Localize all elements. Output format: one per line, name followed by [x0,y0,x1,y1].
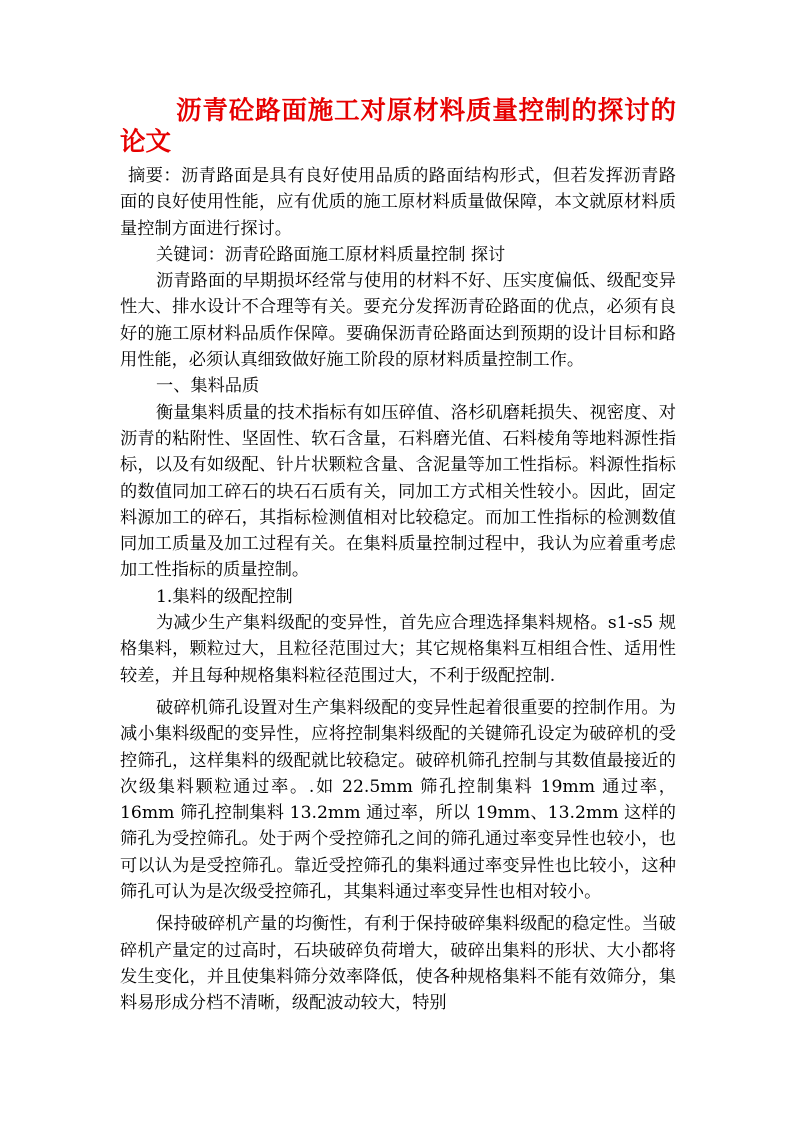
crusher-output-paragraph: 保持破碎机产量的均衡性，有利于保持破碎集料级配的稳定性。当破碎机产量定的过高时，石块破碎负荷增大，破碎出集料的形状、大小都将发生变化，并且使集料筛分效率降低，使各种规格集料不能有效筛分，集料易形成分档不清晰，级配波动较大，特别 [120,914,676,1014]
crusher-screen-paragraph: 破碎机筛孔设置对生产集料级配的变异性起着很重要的控制作用。为减小集料级配的变异性，应将控制集料级配的关键筛孔设定为破碎机的受控筛孔，这样集料的级配就比较稳定。破碎机筛孔控制与其数值最接近的次级集料颗粒通过率。.如 22.5mm 筛孔控制集料 19mm 通过率，16mm 筛孔控制集料 13.2mm 通过率，所以 19mm、13.2mm 这样的筛孔为受控筛孔。处于两个受控筛孔之间的筛孔通过率变异性也较小，也可以认为是受控筛孔。靠近受控筛孔的集料通过率变异性也比较小，这种筛孔可认为是次级受控筛孔，其集料通过率变异性也相对较小。 [120,697,676,903]
intro-paragraph: 沥青路面的早期损坏经常与使用的材料不好、压实度偏低、级配变异性大、排水设计不合理等有关。要充分发挥沥青砼路面的优点，必须有良好的施工原材料品质作保障。要确保沥青砼路面达到预期的设计目标和路用性能，必须认真细致做好施工阶段的原材料质量控制工作。 [120,271,676,371]
document-title: 沥青砼路面施工对原材料质量控制的探讨的论文 [120,96,676,157]
aggregate-indicators-paragraph: 衡量集料质量的技术指标有如压碎值、洛杉矶磨耗损失、视密度、对沥青的粘附性、坚固性、软石含量，石料磨光值、石料棱角等地料源性指标，以及有如级配、针片状颗粒含量、含泥量等加工性指标。料源性指标的数值同加工碎石的块石石质有关，同加工方式相关性较小。因此，固定料源加工的碎石，其指标检测值相对比较稳定。而加工性指标的检测数值同加工质量及加工过程有关。在集料质量控制过程中，我认为应着重考虑加工性指标的质量控制。 [120,402,676,581]
document-page [120,96,676,1017]
keywords-paragraph: 关键词：沥青砼路面施工原材料质量控制 探讨 [156,244,506,265]
section-heading-aggregate-quality: 一、集料品质 [156,376,260,397]
abstract-paragraph: 摘要：沥青路面是具有良好使用品质的路面结构形式，但若发挥沥青路面的良好使用性能，应有优质的施工原材料质量做保障，本文就原材料质量控制方面进行探讨。 [120,166,676,239]
gradation-paragraph: 为减少生产集料级配的变异性，首先应合理选择集料规格。s1-s5 规格集料，颗粒过大，且粒径范围过大；其它规格集料互相组合性、适用性较差，并且每种规格集料粒径范围过大，不利于级配控制. [120,613,676,686]
subsection-heading-gradation-control: 1.集料的级配控制 [156,586,293,607]
